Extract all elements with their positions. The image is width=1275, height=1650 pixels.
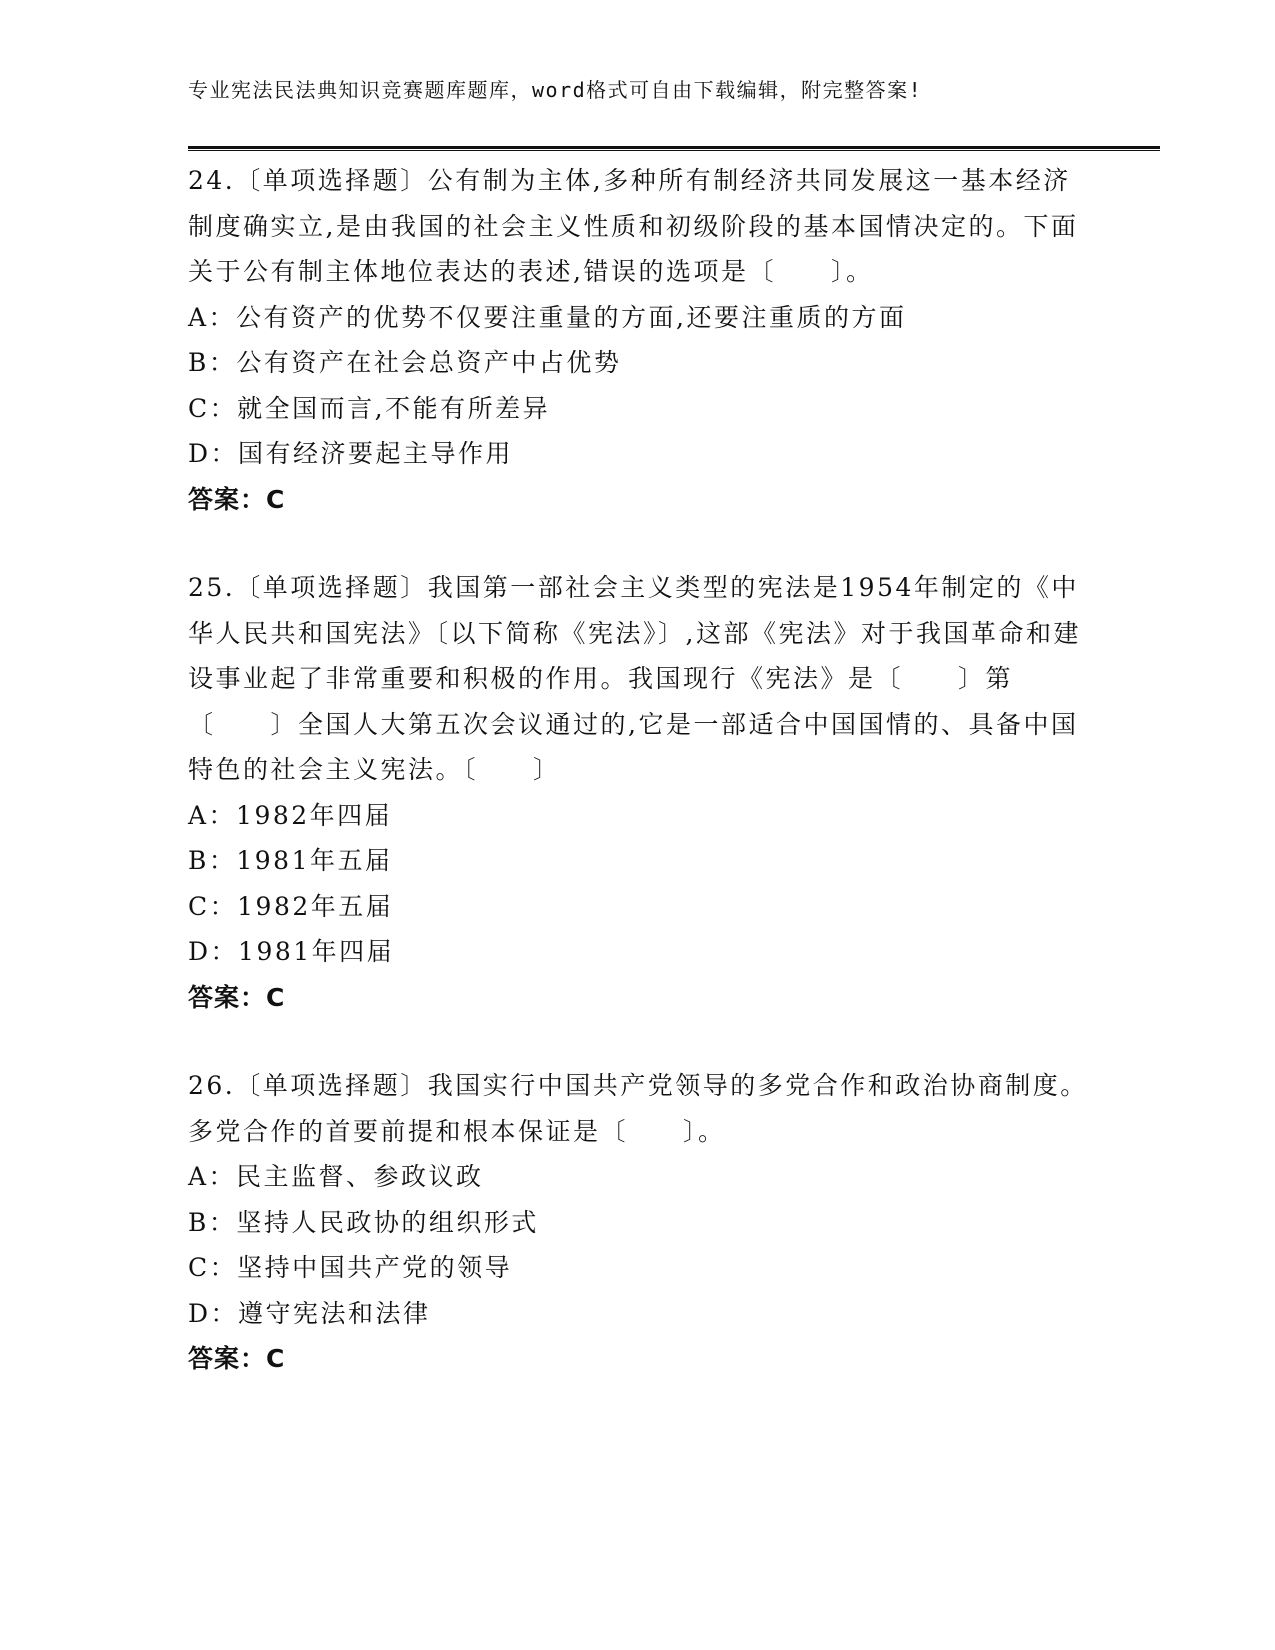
option-b: B：坚持人民政协的组织形式 (188, 1207, 539, 1237)
option-b: B：1981年五届 (188, 846, 393, 875)
option-a: A：1982年四届 (188, 800, 393, 830)
answer-line: 答案：C (188, 982, 286, 1012)
question-text: 24.〔单项选择题〕公有制为主体,多种所有制经济共同发展这一基本经济制度确实立,是由我国的社会主义性质和初级阶段的基本国情决定的。下面关于公有制主体地位表达的表述,错误的选项是〔 〕。 (188, 166, 1079, 286)
question-24 (188, 158, 1088, 522)
question-26 (188, 1063, 1088, 1382)
page-header: 专业宪法民法典知识竞赛题库题库，word格式可自由下载编辑，附完整答案! (188, 78, 923, 102)
option-a: A：公有资产的优势不仅要注重量的方面,还要注重质的方面 (188, 302, 907, 332)
question-text: 25.〔单项选择题〕我国第一部社会主义类型的宪法是1954年制定的《中华人民共和国宪法》〔以下简称《宪法》〕,这部《宪法》对于我国革命和建设事业起了非常重要和积极的作用。我国现行《宪法》是〔 〕第〔 〕全国人大第五次会议通过的,它是一部适合中国国情的、具备中国特色的社会主义宪法。〔 〕 (188, 573, 1081, 784)
question-list (188, 158, 1088, 1425)
option-c: C：坚持中国共产党的领导 (188, 1253, 513, 1282)
option-d: D：国有经济要起主导作用 (188, 439, 514, 468)
option-c: C：就全国而言,不能有所差异 (188, 393, 551, 423)
answer-line: 答案：C (188, 1344, 286, 1373)
option-d: D：遵守宪法和法律 (188, 1298, 431, 1328)
option-a: A：民主监督、参政议政 (188, 1162, 484, 1191)
question-text: 26.〔单项选择题〕我国实行中国共产党领导的多党合作和政治协商制度。多党合作的首要前提和根本保证是〔 〕。 (188, 1071, 1088, 1146)
option-d: D：1981年四届 (188, 937, 395, 966)
option-b: B：公有资产在社会总资产中占优势 (188, 348, 622, 377)
option-c: C：1982年五届 (188, 891, 394, 921)
question-25 (188, 565, 1088, 1020)
answer-line: 答案：C (188, 484, 286, 514)
header-divider (188, 146, 1160, 151)
